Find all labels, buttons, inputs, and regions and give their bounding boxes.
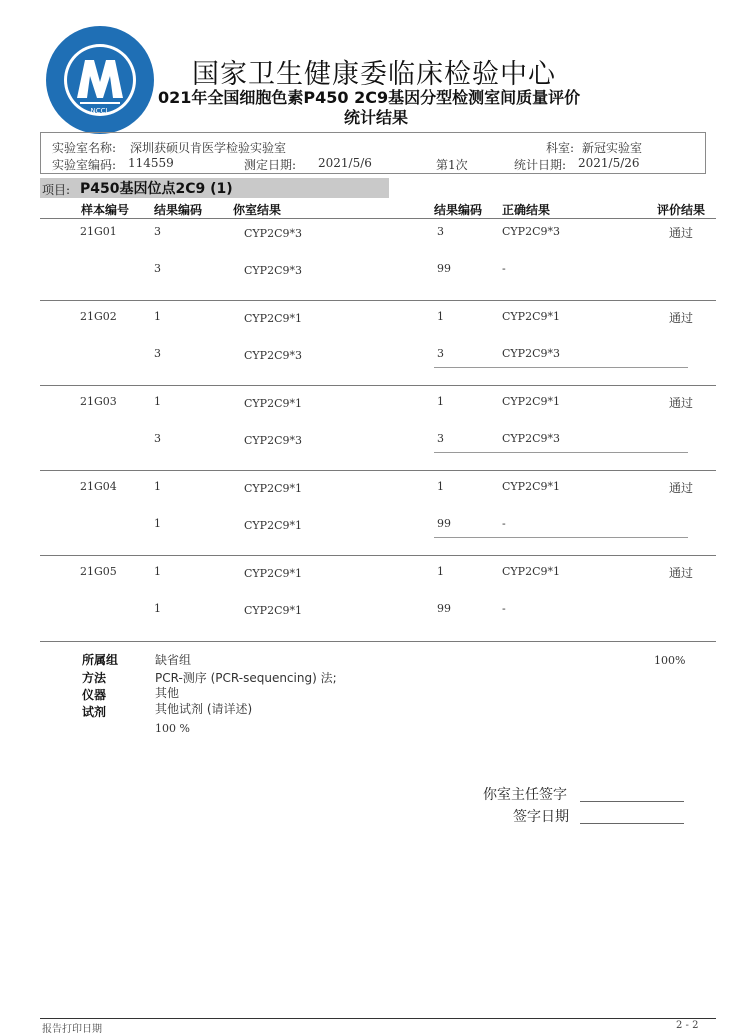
- group-value: 缺省组: [155, 653, 192, 667]
- score-value: 100%: [654, 654, 686, 667]
- director-signature-line: [580, 801, 684, 802]
- nccl-logo: [44, 24, 156, 136]
- evaluation-result: 通过: [669, 481, 694, 495]
- sub-divider: [434, 367, 688, 368]
- dept-label: 科室:: [546, 141, 575, 155]
- summary-divider: [40, 641, 716, 642]
- correct-result: -: [502, 517, 506, 530]
- correct-code: 99: [437, 602, 451, 615]
- col-evaluation: 评价结果: [657, 203, 706, 217]
- reagent-value: 其他试剂 (请详述): [155, 702, 253, 716]
- row-divider: [40, 300, 716, 301]
- sample-id: 21G04: [80, 480, 117, 493]
- page-title: 国家卫生健康委临床检验中心: [192, 59, 556, 90]
- project-value: P450基因位点2C9 (1): [80, 181, 233, 197]
- row-divider: [40, 470, 716, 471]
- sample-id: 21G03: [80, 395, 117, 408]
- round-label: 第1次: [436, 158, 468, 172]
- correct-result: -: [502, 262, 506, 275]
- group-label: 所属组: [82, 653, 119, 667]
- your-result: CYP2C9*3: [244, 264, 302, 277]
- reagent-percent: 100 %: [155, 722, 190, 735]
- footer-right: 2 - 2: [676, 1020, 699, 1031]
- instrument-label: 仪器: [82, 688, 107, 702]
- row-divider: [40, 385, 716, 386]
- correct-result: CYP2C9*3: [502, 225, 560, 238]
- instrument-value: 其他: [155, 686, 180, 700]
- stat-date-label: 统计日期:: [514, 158, 567, 172]
- your-result: CYP2C9*1: [244, 312, 302, 325]
- your-result: CYP2C9*3: [244, 227, 302, 240]
- result-code: 3: [154, 262, 161, 275]
- evaluation-result: 通过: [669, 566, 694, 580]
- sub-divider: [434, 452, 688, 453]
- evaluation-result: 通过: [669, 226, 694, 240]
- nccl-seal-icon: [44, 24, 156, 136]
- signature-date-line: [580, 823, 684, 824]
- your-result: CYP2C9*1: [244, 604, 302, 617]
- lab-code-label: 实验室编码:: [52, 158, 117, 172]
- correct-result: CYP2C9*1: [502, 395, 560, 408]
- report-subtitle: 021年全国细胞色素P450 2C9基因分型检测室间质量评价: [158, 88, 581, 107]
- director-signature-label: 你室主任签字: [483, 787, 567, 803]
- correct-code: 3: [437, 432, 444, 445]
- your-result: CYP2C9*3: [244, 434, 302, 447]
- col-result-code-2: 结果编码: [434, 203, 483, 217]
- footer-left: 报告打印日期: [42, 1024, 102, 1035]
- correct-result: CYP2C9*3: [502, 432, 560, 445]
- correct-result: CYP2C9*1: [502, 310, 560, 323]
- your-result: CYP2C9*1: [244, 567, 302, 580]
- header-divider: [40, 218, 716, 219]
- correct-code: 1: [437, 395, 444, 408]
- signature-date-label: 签字日期: [513, 809, 569, 825]
- correct-code: 99: [437, 262, 451, 275]
- correct-result: -: [502, 602, 506, 615]
- your-result: CYP2C9*3: [244, 349, 302, 362]
- evaluation-result: 通过: [669, 396, 694, 410]
- your-result: CYP2C9*1: [244, 397, 302, 410]
- your-result: CYP2C9*1: [244, 482, 302, 495]
- col-correct-result: 正确结果: [502, 203, 551, 217]
- correct-code: 1: [437, 565, 444, 578]
- lab-name-label: 实验室名称:: [52, 141, 117, 155]
- result-code: 1: [154, 480, 161, 493]
- correct-code: 3: [437, 225, 444, 238]
- result-code: 1: [154, 517, 161, 530]
- stat-date-value: 2021/5/26: [578, 156, 640, 170]
- result-code: 3: [154, 432, 161, 445]
- result-code: 3: [154, 347, 161, 360]
- test-date-label: 测定日期:: [244, 158, 297, 172]
- result-code: 1: [154, 395, 161, 408]
- result-code: 3: [154, 225, 161, 238]
- test-date-value: 2021/5/6: [318, 156, 372, 170]
- report-subtitle-2: 统计结果: [344, 108, 409, 127]
- dept-value: 新冠实验室: [582, 141, 643, 155]
- correct-code: 1: [437, 310, 444, 323]
- row-divider: [40, 555, 716, 556]
- sub-divider: [434, 537, 688, 538]
- logo-letters: NCCL: [90, 107, 110, 115]
- lab-code-value: 114559: [128, 156, 174, 170]
- correct-result: CYP2C9*1: [502, 565, 560, 578]
- correct-result: CYP2C9*1: [502, 480, 560, 493]
- result-code: 1: [154, 602, 161, 615]
- sample-id: 21G02: [80, 310, 117, 323]
- project-label: 项目:: [42, 183, 71, 197]
- result-code: 1: [154, 565, 161, 578]
- correct-code: 1: [437, 480, 444, 493]
- method-value: PCR-测序 (PCR-sequencing) 法;: [155, 671, 337, 685]
- method-label: 方法: [82, 671, 107, 685]
- your-result: CYP2C9*1: [244, 519, 302, 532]
- lab-name-value: 深圳获硕贝肯医学检验实验室: [130, 141, 287, 155]
- col-result-code: 结果编码: [154, 203, 203, 217]
- col-your-result: 你室结果: [233, 203, 282, 217]
- reagent-label: 试剂: [82, 705, 107, 719]
- correct-code: 99: [437, 517, 451, 530]
- col-sample-id: 样本编号: [81, 203, 130, 217]
- sample-id: 21G05: [80, 565, 117, 578]
- correct-result: CYP2C9*3: [502, 347, 560, 360]
- sample-id: 21G01: [80, 225, 117, 238]
- evaluation-result: 通过: [669, 311, 694, 325]
- correct-code: 3: [437, 347, 444, 360]
- result-code: 1: [154, 310, 161, 323]
- footer-divider: [40, 1018, 716, 1019]
